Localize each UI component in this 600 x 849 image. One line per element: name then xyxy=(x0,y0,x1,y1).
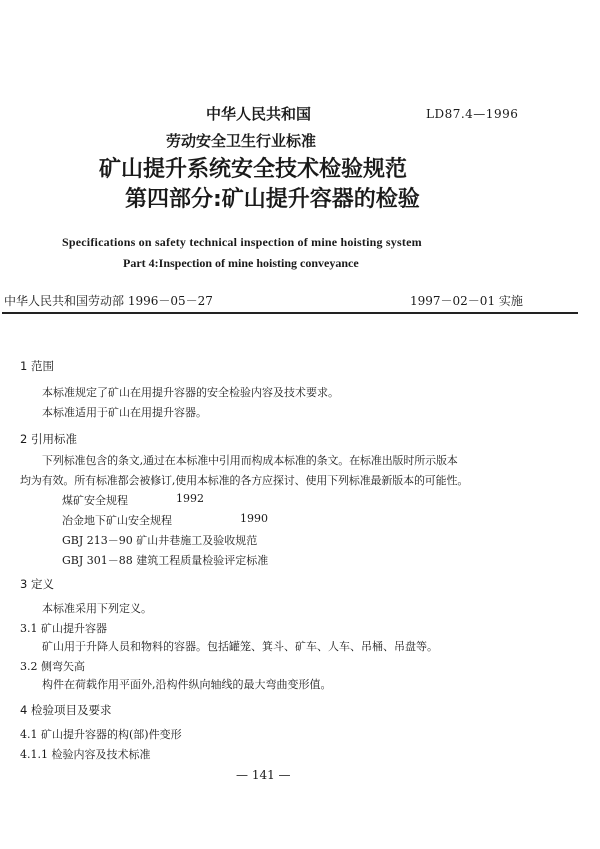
section-4-title: 4 检验项目及要求 xyxy=(20,703,112,717)
section-1-title: 1 范围 xyxy=(20,359,54,373)
english-title: Specifications on safety technical inspection of mine hoisting system xyxy=(62,235,422,249)
ref-1-name: 煤矿安全规程 xyxy=(62,494,128,507)
section-2-para-line-2: 均为有效。所有标准都会被修订,使用本标准的各方应探讨、使用下列标准最新版本的可能性。 xyxy=(20,474,469,487)
english-subtitle: Part 4:Inspection of mine hoisting conveyance xyxy=(123,256,359,270)
ref-2-name: 冶金地下矿山安全规程 xyxy=(62,514,172,527)
ref-4: GBJ 301－88 建筑工程质量检验评定标准 xyxy=(62,554,269,567)
ref-2-year: 1990 xyxy=(240,512,268,525)
industry-standard-label: 劳动安全卫生行业标准 xyxy=(166,132,317,150)
section-3-para: 本标准采用下列定义。 xyxy=(42,602,152,615)
section-2-title: 2 引用标准 xyxy=(20,432,77,446)
ref-3: GBJ 213－90 矿山井巷施工及验收规范 xyxy=(62,534,258,547)
ref-1-year: 1992 xyxy=(176,492,204,505)
document-subtitle: 第四部分:矿山提升容器的检验 xyxy=(125,187,420,212)
section-2-para-line-1: 下列标准包含的条文,通过在本标准中引用而构成本标准的条文。在标准出版时所示版本 xyxy=(42,454,458,467)
country-title: 中华人民共和国 xyxy=(206,105,312,123)
effective-date: 1997－02－01 实施 xyxy=(410,294,523,308)
page-number: — 141 — xyxy=(236,768,291,782)
section-3-1-title: 3.1 矿山提升容器 xyxy=(20,622,107,635)
section-1-para-2: 本标准适用于矿山在用提升容器。 xyxy=(42,406,207,419)
issue-date: 中华人民共和国劳动部 1996－05－27 xyxy=(4,294,213,308)
section-3-2-title: 3.2 侧弯矢高 xyxy=(20,660,85,673)
standard-code: LD87.4—1996 xyxy=(426,107,519,121)
header-rule xyxy=(2,312,578,314)
section-3-2-para: 构件在荷载作用平面外,沿构件纵向轴线的最大弯曲变形值。 xyxy=(42,678,332,691)
document-title: 矿山提升系统安全技术检验规范 xyxy=(99,157,408,182)
section-1-para-1: 本标准规定了矿山在用提升容器的安全检验内容及技术要求。 xyxy=(42,386,339,399)
section-3-1-para: 矿山用于升降人员和物料的容器。包括罐笼、箕斗、矿车、人车、吊桶、吊盘等。 xyxy=(42,640,438,653)
section-4-1-1-title: 4.1.1 检验内容及技术标准 xyxy=(20,748,151,761)
section-3-title: 3 定义 xyxy=(20,577,54,591)
section-4-1-title: 4.1 矿山提升容器的构(部)件变形 xyxy=(20,728,182,741)
